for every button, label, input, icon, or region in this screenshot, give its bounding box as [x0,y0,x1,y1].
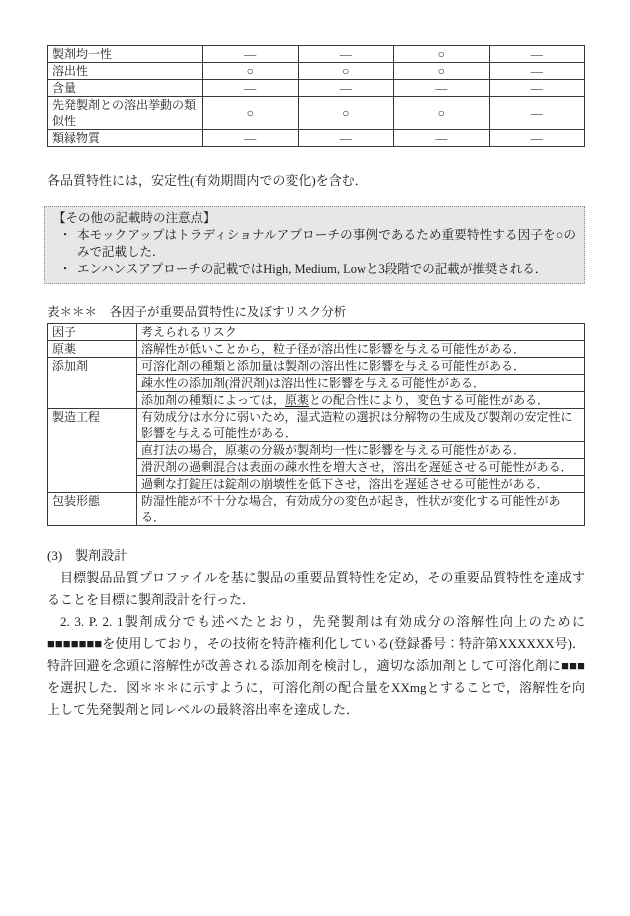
table-row [48,324,585,341]
qc-cell: ○ [394,46,490,63]
notice-bullet-text: エンハンスアプローチの記載ではHigh, Medium, Lowと3段階での記載が推奨される． [77,262,548,276]
table-row [48,493,585,526]
qc-cell: ― [298,80,394,97]
factor-cell: 包装形態 [48,493,137,526]
risk-table-caption: 表＊＊＊ 各因子が重要品質特性に及ぼすリスク分析 [47,305,347,319]
risk-cell: 過剰な打錠圧は錠剤の崩壊性を低下させ，溶出を遅延させる可能性がある． [137,476,585,493]
qc-cell: ― [203,46,299,63]
qc-row-label: 先発製剤との溶出挙動の類似性 [48,97,203,130]
notice-box-title: 【その他の記載時の注意点】 [53,211,216,225]
qc-row-label: 類縁物質 [48,130,203,147]
qc-cell: ― [489,63,585,80]
risk-cell: 有効成分は水分に弱いため，湿式造粒の選択は分解物の生成及び製剤の安定性に影響を与える可能性がある． [137,409,585,442]
table-row [48,46,585,63]
paragraph: 目標製品品質プロファイルを基に製品の重要品質特性を定め，その重要品質特性を達成することを目標に製剤設計を行った． [47,570,585,607]
factor-cell: 添加剤 [48,358,137,409]
risk-header-factor: 因子 [48,324,137,341]
table-row [48,358,585,375]
qc-cell: ― [489,46,585,63]
factor-cell: 原薬 [48,341,137,358]
risk-text-post: との配合性により，変色する可能性がある． [309,393,550,407]
risk-cell: 可溶化剤の種類と添加量は製剤の溶出性に影響を与える可能性がある． [137,358,585,375]
qc-cell: ○ [394,63,490,80]
notice-bullet [53,227,576,261]
notice-bullet [53,261,576,278]
bullet-marker: ・ [58,262,72,276]
qc-cell: ― [489,97,585,130]
qc-cell: ○ [203,63,299,80]
risk-text-pre: 添加剤の種類によっては， [141,393,286,407]
qc-cell: ― [203,80,299,97]
table-row [48,63,585,80]
risk-cell: 溶解性が低いことから，粒子径が溶出性に影響を与える可能性がある． [137,341,585,358]
table-row [48,130,585,147]
bullet-marker: ・ [58,228,72,242]
risk-analysis-table [47,323,585,526]
footnote-text: 各品質特性には，安定性(有効期間内での変化)を含む． [47,173,368,188]
factor-cell: 製造工程 [48,409,137,493]
risk-cell: 直打法の場合，原薬の分級が製剤均一性に影響を与える可能性がある． [137,442,585,459]
qc-cell: ○ [298,63,394,80]
qc-row-label: 含量 [48,80,203,97]
qc-row-label: 溶出性 [48,63,203,80]
qc-row-label: 製剤均一性 [48,46,203,63]
risk-cell [137,392,585,409]
underlined-term: 原薬 [285,393,310,407]
risk-cell: 滑沢剤の過剰混合は表面の疎水性を増大させ，溶出を遅延させる可能性がある． [137,459,585,476]
notice-box [44,206,585,284]
qc-cell: ○ [203,97,299,130]
qc-cell: ○ [394,97,490,130]
qc-cell: ― [298,130,394,147]
qc-cell: ― [394,130,490,147]
risk-header-risk: 考えられるリスク [137,324,585,341]
qc-cell: ○ [298,97,394,130]
risk-cell: 疎水性の添加剤(滑沢剤)は溶出性に影響を与える可能性がある． [137,375,585,392]
qc-cell: ― [489,80,585,97]
qc-cell: ― [203,130,299,147]
table-row [48,341,585,358]
table-row [48,97,585,130]
qc-cell: ― [298,46,394,63]
table-row [48,80,585,97]
quality-attributes-table [47,45,585,147]
table-row [48,409,585,442]
paragraph: 2. 3. P. 2. 1製剤成分でも述べたとおり，先発製剤は有効成分の溶解性向上のために■■■■■■■を使用しており，その技術を特許権利化している(登録番号：特許第XXXXXX号)．特許回避を念頭に溶解性が改善される添加剤を検討し，適切な添加剤として可溶化剤に■■■を選択した．図＊＊＊に示すように，可溶化剤の配合量をXXmgとすることで，溶解性を向上して先発製剤と同レベルの最終溶出率を達成した． [47,614,585,717]
risk-cell: 防湿性能が不十分な場合，有効成分の変色が起き，性状が変化する可能性がある． [137,493,585,526]
section-heading: (3) 製剤設計 [47,548,128,563]
qc-cell: ― [489,130,585,147]
qc-cell: ― [394,80,490,97]
notice-bullet-text: 本モックアップはトラディショナルアプローチの事例であるため重要特性する因子を○のみで記載した． [77,228,576,259]
